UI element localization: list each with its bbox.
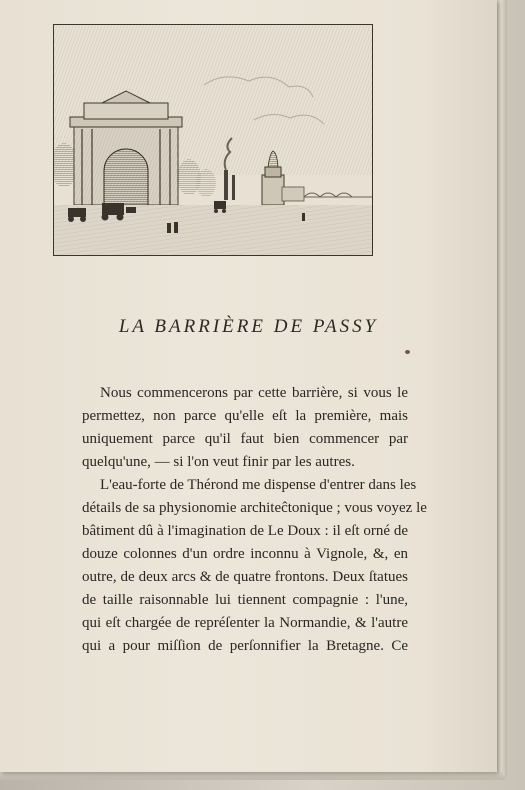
text-line: uniquement parce qu'il faut bien commencer par (82, 431, 408, 447)
text-line: L'eau-forte de Thérond me dispense d'entrer dans les (100, 477, 417, 493)
text-line: Nous commencerons par cette barrière, si vous le (100, 385, 408, 401)
page-bottom-edge (0, 772, 505, 780)
text-line: bâtiment dû à l'imagination de Le Doux : il eſt orné de (82, 523, 408, 539)
engraving-drawing (54, 25, 372, 255)
page-edge (497, 0, 507, 776)
text-line: qui eſt chargée de repréſenter la Normandie, & l'autre (82, 615, 408, 631)
text-line: qui a pour miſſion de perſonnifier la Bretagne. Ce (82, 638, 408, 654)
text-line: permettez, non parce qu'elle eſt la première, mais (82, 408, 408, 424)
text-line: de taille raisonnable lui tiennent compagnie : l'une, (82, 592, 408, 608)
chapter-title: LA BARRIÈRE DE PASSY (118, 316, 379, 337)
text-line: outre, de deux arcs & de quatre frontons. Deux ſtatues (82, 569, 408, 585)
text-line: quelqu'une, — si l'on veut finir par les autres. (82, 454, 355, 470)
body-text (82, 382, 427, 658)
engraving-illustration (53, 24, 373, 256)
text-line: détails de sa physionomie architeĉtonique ; vous voyez le (82, 500, 427, 516)
text-line: douze colonnes d'un ordre inconnu à Vignole, &, en (82, 546, 408, 562)
ink-spot (405, 350, 410, 354)
